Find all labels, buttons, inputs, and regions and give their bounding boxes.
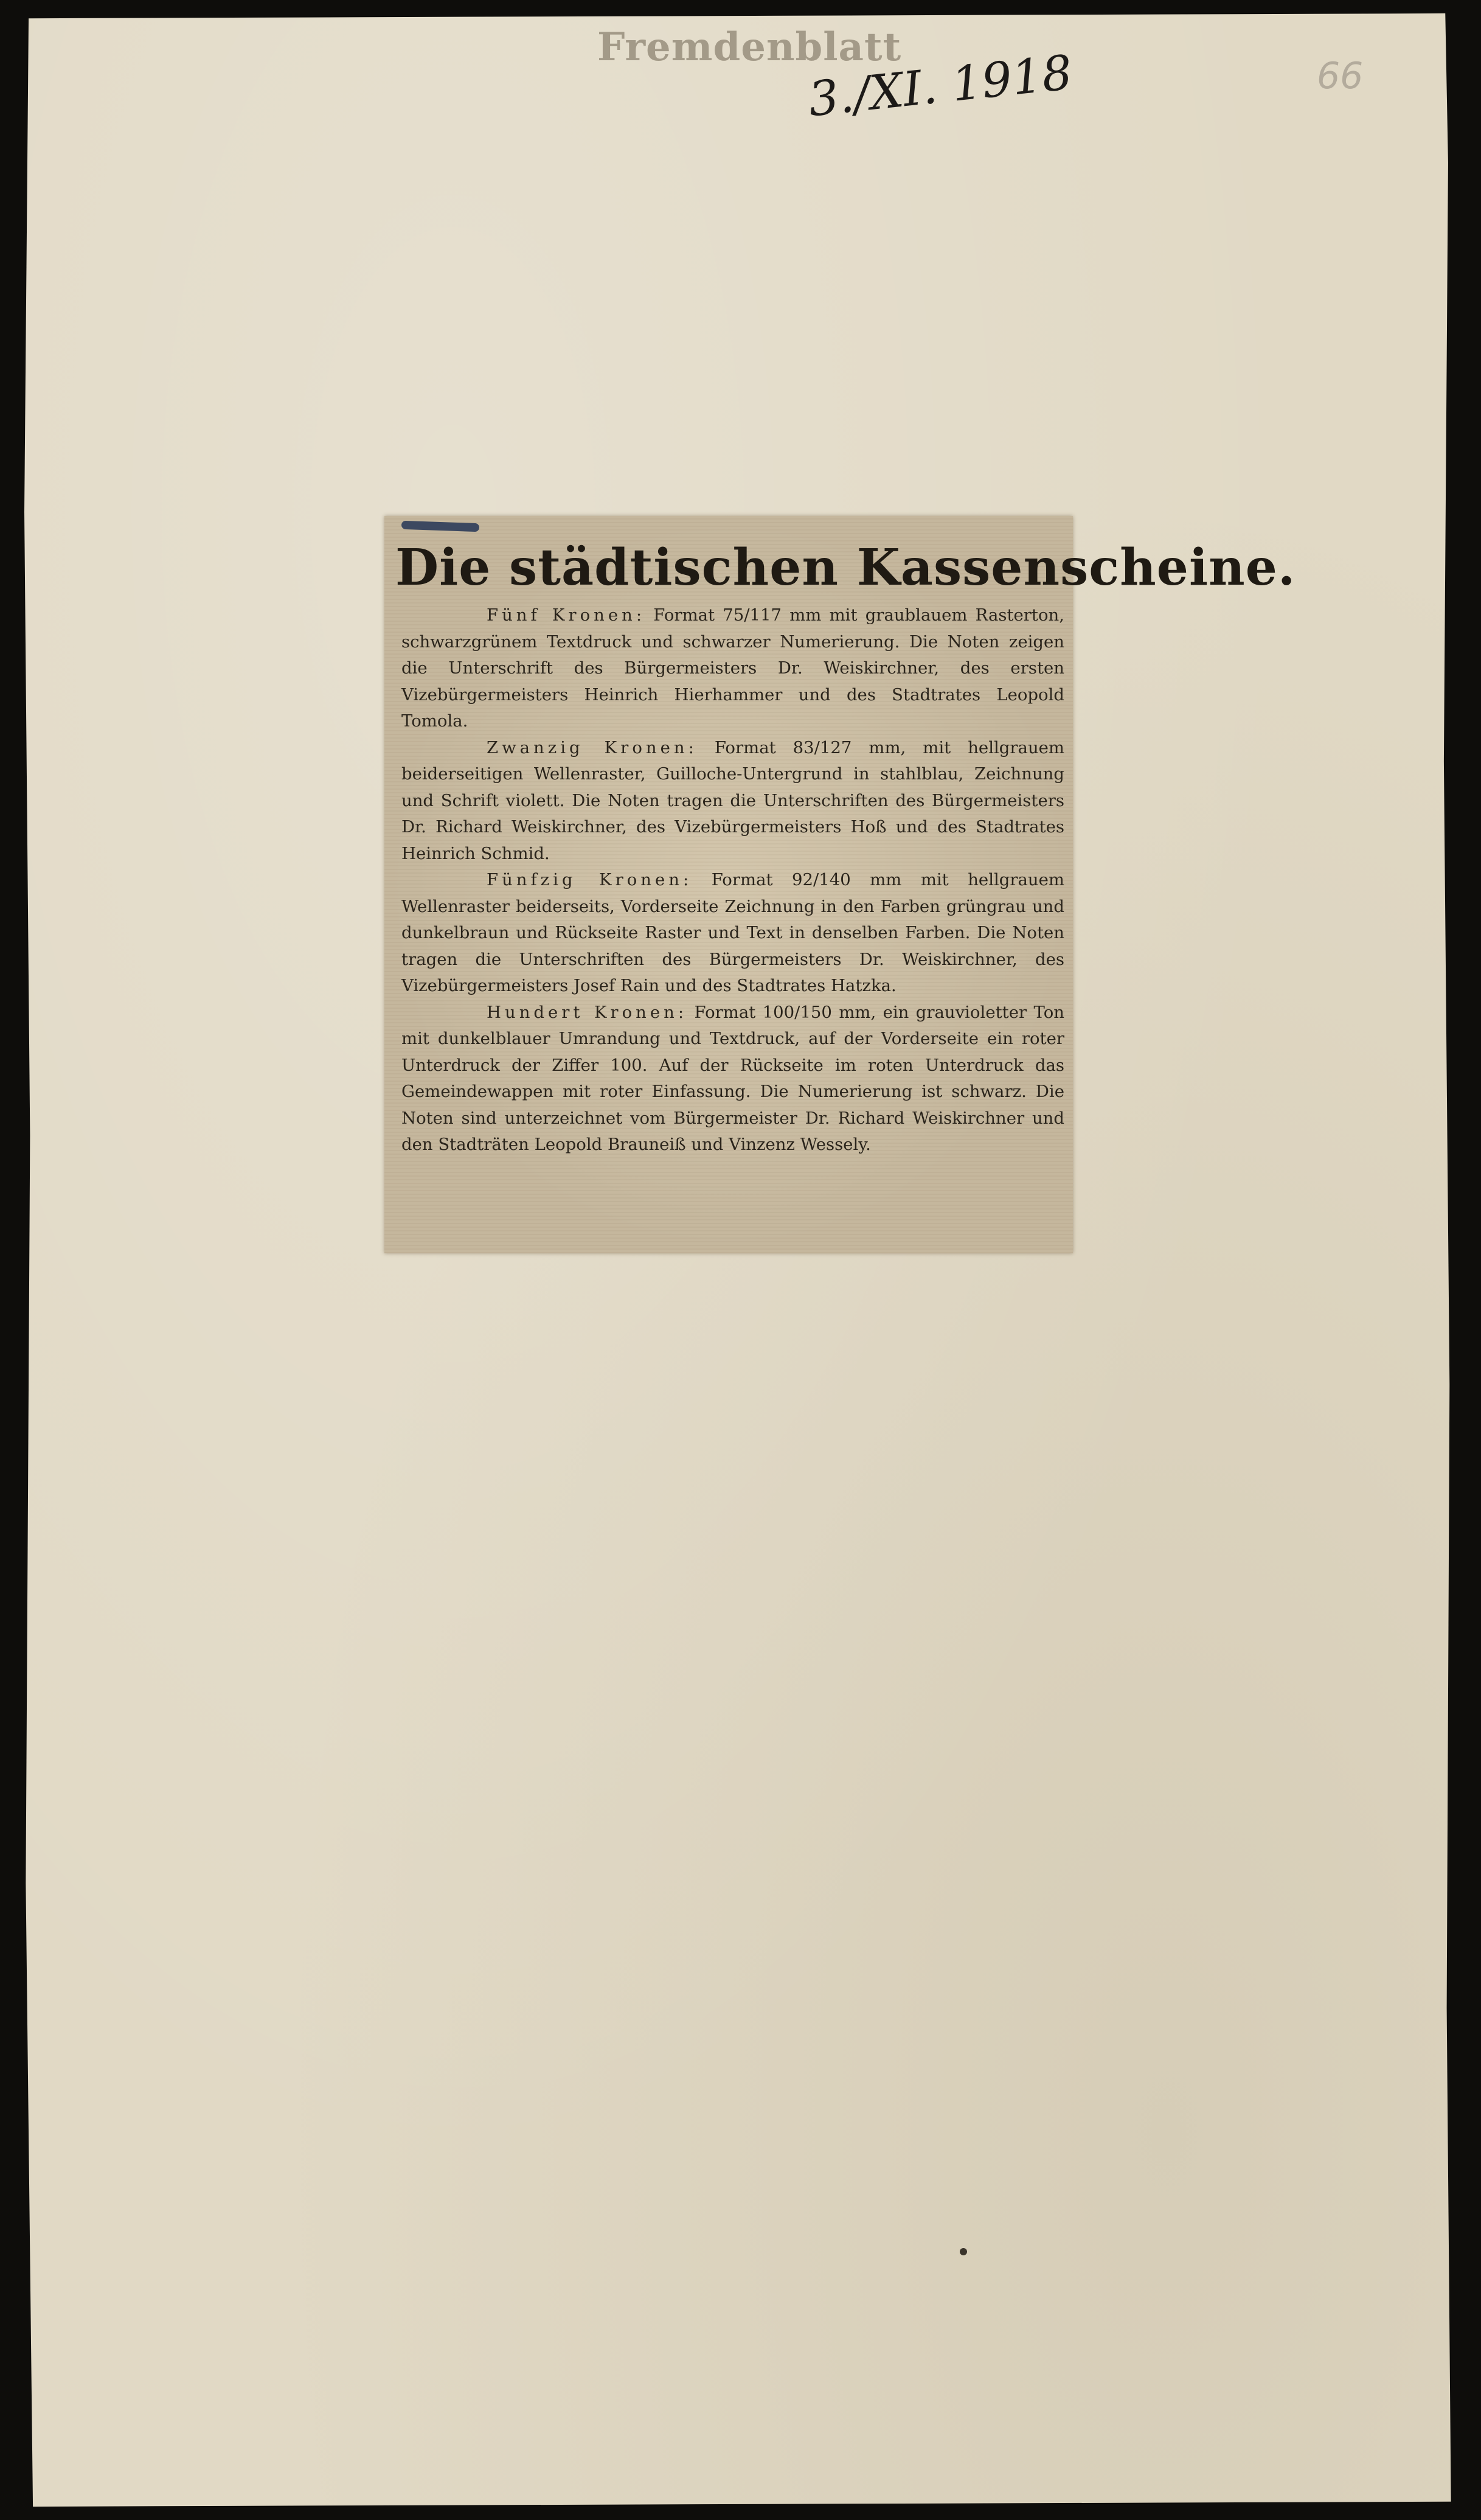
paragraph-text: Format 92/140 mm mit hellgrauem Wellenraster beiderseits, Vorderseite Zeichnung in den Farben grüngrau und dunkelbraun und Rückseite Raster und Text in denselben Farben. Die Noten tragen die Unterschriften des Bürgermeisters Dr. Weiskirchner, des Vizebürgermeisters Josef Rain und des Stadtrates Hatzka. <box>401 870 1064 995</box>
paragraph-text: Format 100/150 mm, ein grauvioletter Ton mit dunkelblauer Umrandung und Textdruck, auf der Vorderseite ein roter Unterdruck der Ziffer 100. Auf der Rückseite im roten Unterdruck das Gemeindewappen mit roter Einfassung. Die Numerierung ist schwarz. Die Noten sind unterzeichnet vom Bürgermeister Dr. Richard Weiskirchner und den Stadträten Leopold Brauneiß und Vinzenz Wessely. <box>401 1002 1064 1154</box>
paragraph-hundert-kronen <box>401 1000 1064 1158</box>
paragraph-lead: Fünfzig Kronen: <box>487 870 693 889</box>
paragraph-zwanzig-kronen <box>401 735 1064 868</box>
clipping-body <box>401 602 1064 1158</box>
page-number: 66 <box>1317 55 1364 97</box>
paragraph-lead: Zwanzig Kronen: <box>487 737 698 757</box>
paragraph-text: Format 83/127 mm, mit hellgrauem beiderseitigen Wellenraster, Guilloche-Untergrund in stahlblau, Zeichnung und Schrift violett. Die Noten tragen die Unterschriften des Bürgermeisters Dr. Richard Weiskirchner, des Vizebürgermeisters Hoß und des Stadtrates Heinrich Schmid. <box>401 737 1065 863</box>
paragraph-fuenf-kronen <box>401 602 1064 735</box>
paragraph-lead: Hundert Kronen: <box>487 1002 688 1022</box>
paragraph-fuenfzig-kronen <box>401 867 1064 1000</box>
paragraph-lead: Fünf Kronen: <box>487 605 646 625</box>
paper-spot <box>960 2248 967 2255</box>
newspaper-stamp: Fremdenblatt <box>597 24 902 70</box>
archive-sheet <box>24 13 1452 2507</box>
paragraph-text: Format 75/117 mm mit graublauem Rasterton, schwarzgrünem Textdruck und schwarzer Numerierung. Die Noten zeigen die Unterschrift des Bürgermeisters Dr. Weiskirchner, des ersten Vizebürgermeisters Heinrich Hierhammer und des Stadtrates Leopold Tomola. <box>401 605 1064 731</box>
handwritten-date: 3./XI. 1918 <box>806 45 1075 128</box>
clipping-headline: Die städtischen Kassenscheine. <box>395 538 1296 597</box>
